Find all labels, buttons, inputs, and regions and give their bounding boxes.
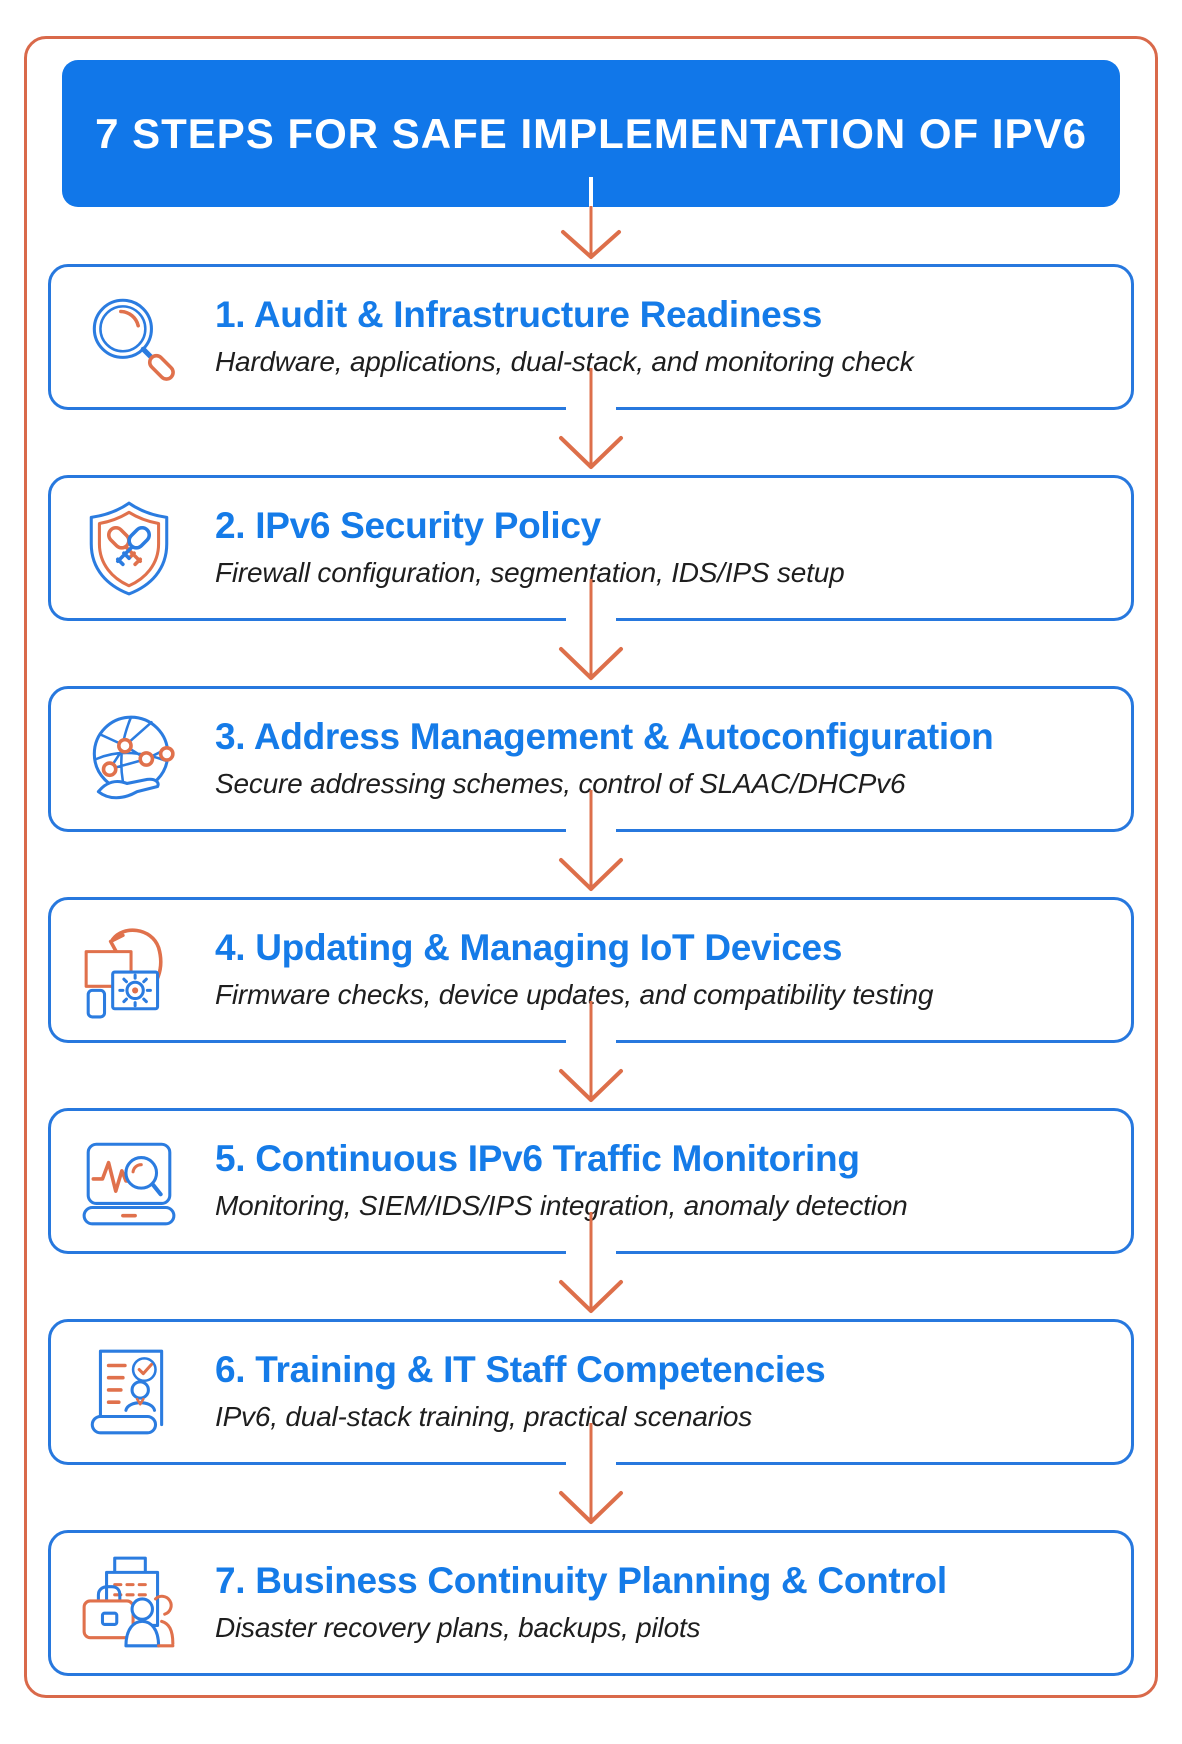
step-title: 6. Training & IT Staff Competencies [215, 1349, 826, 1391]
down-arrow-icon [549, 999, 633, 1108]
connector-7 [48, 1465, 1134, 1530]
shield-keys-icon [77, 494, 181, 602]
globe-network-hand-icon [77, 705, 181, 813]
step-title: 1. Audit & Infrastructure Readiness [215, 294, 822, 336]
step-title: 3. Address Management & Autoconfiguration [215, 716, 994, 758]
page-title: 7 STEPS FOR SAFE IMPLEMENTATION OF IPV6 [95, 109, 1087, 157]
connector-5 [48, 1043, 1134, 1108]
connector-1 [48, 207, 1134, 264]
down-arrow-icon [549, 177, 633, 264]
step-subtitle: Monitoring, SIEM/IDS/IPS integration, anomaly detection [215, 1189, 908, 1221]
step-title: 7. Business Continuity Planning & Control [215, 1560, 947, 1602]
connector-6 [48, 1254, 1134, 1319]
step-subtitle: Firmware checks, device updates, and compatibility testing [215, 978, 934, 1010]
step-subtitle: Firewall configuration, segmentation, IDS/IPS setup [215, 556, 845, 588]
step-box-7 [48, 1530, 1134, 1676]
down-arrow-icon [549, 577, 633, 686]
step-title: 5. Continuous IPv6 Traffic Monitoring [215, 1138, 860, 1180]
magnifier-icon [77, 283, 181, 391]
connector-3 [48, 621, 1134, 686]
step-subtitle: Secure addressing schemes, control of SLAAC/DHCPv6 [215, 767, 906, 799]
business-continuity-icon [77, 1549, 181, 1657]
down-arrow-icon [549, 788, 633, 897]
connector-2 [48, 410, 1134, 475]
down-arrow-icon [549, 366, 633, 475]
down-arrow-icon [549, 1421, 633, 1530]
step-title: 2. IPv6 Security Policy [215, 505, 601, 547]
devices-sync-icon [77, 916, 181, 1024]
laptop-traffic-monitor-icon [77, 1127, 181, 1235]
step-subtitle: Disaster recovery plans, backups, pilots [215, 1611, 701, 1643]
down-arrow-icon [549, 1210, 633, 1319]
connector-4 [48, 832, 1134, 897]
step-subtitle: IPv6, dual-stack training, practical scenarios [215, 1400, 753, 1432]
training-scroll-icon [77, 1338, 181, 1446]
step-title: 4. Updating & Managing IoT Devices [215, 927, 843, 969]
step-subtitle: Hardware, applications, dual-stack, and monitoring check [215, 345, 914, 377]
outer-frame [24, 36, 1158, 1698]
